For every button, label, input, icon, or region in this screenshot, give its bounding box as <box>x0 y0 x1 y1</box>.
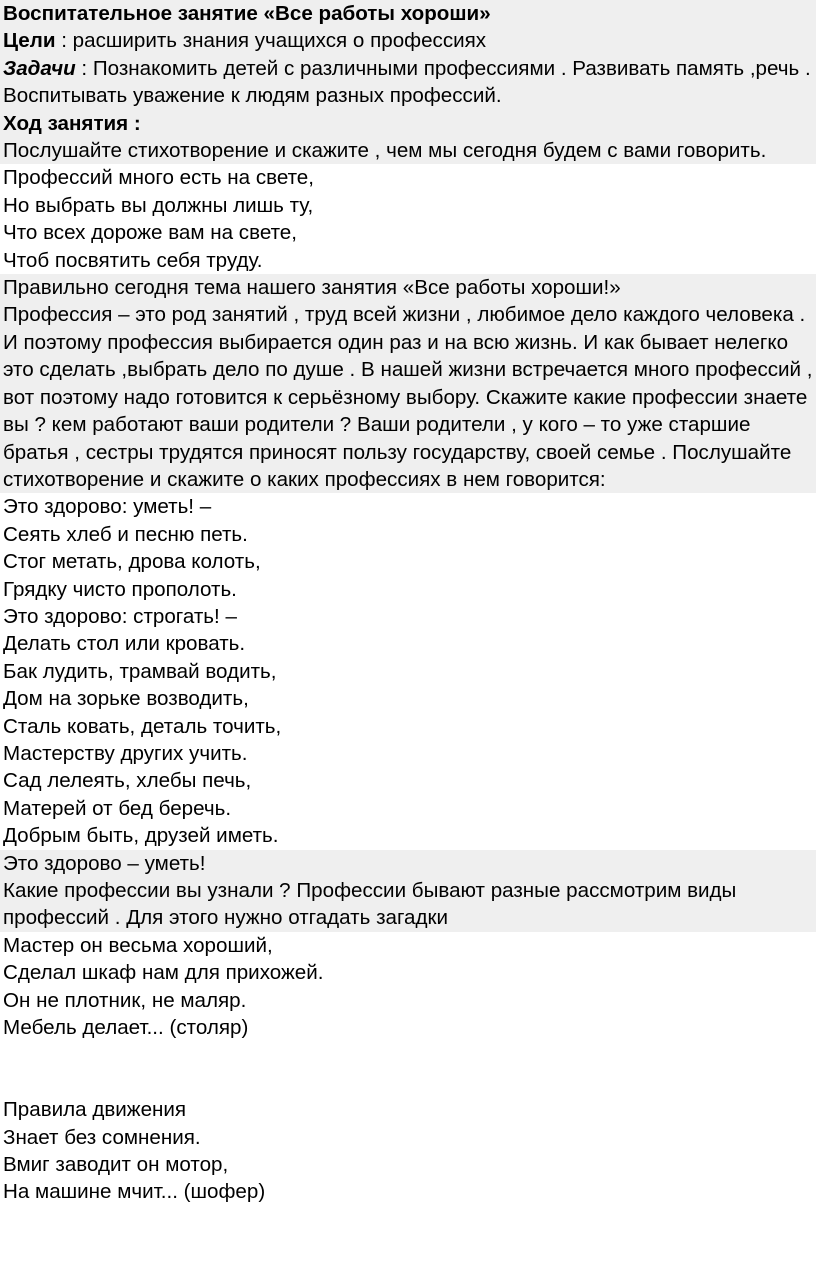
poem2-line: Сад лелеять, хлебы печь, <box>3 769 252 793</box>
page-title: Воспитательное занятие «Все работы хороши» <box>3 2 491 25</box>
riddle1-section <box>0 932 816 1042</box>
riddle1-line: Он не плотник, не маляр. <box>3 988 247 1012</box>
goals-text: : расширить знания учащихся о профессиях <box>55 29 487 53</box>
poem2-line: Это здорово: уметь! – <box>3 495 212 519</box>
tasks-text: : Познакомить детей с различными профессиями . Развивать память ,речь . Воспитывать уважение к людям разных профессий. <box>3 56 811 108</box>
poem2-line: Это здорово: строгать! – <box>3 604 237 628</box>
riddle1-line: Мебель делает... (столяр) <box>3 1016 249 1040</box>
poem2-line: Мастерству других учить. <box>3 741 248 765</box>
riddle1-line: Сделал шкаф нам для прихожей. <box>3 961 324 985</box>
goals-label: Цели <box>3 29 56 53</box>
poem2-line: Сталь ковать, деталь точить, <box>3 714 282 738</box>
riddle2-line: Вмиг заводит он мотор, <box>3 1153 229 1177</box>
poem1-line: Профессий много есть на свете, <box>3 166 314 190</box>
topic-line: Правильно сегодня тема нашего занятия «Все работы хороши!» <box>3 276 621 300</box>
riddle2-line: На машине мчит... (шофер) <box>3 1180 266 1204</box>
poem2-line: Матерей от бед беречь. <box>3 796 232 820</box>
poem2-line: Стог метать, дрова колоть, <box>3 550 261 574</box>
poem2-section <box>0 493 816 849</box>
poem1-line: Но выбрать вы должны лишь ту, <box>3 193 314 217</box>
question-section <box>0 850 816 932</box>
poem2-line: Грядку чисто прополоть. <box>3 577 237 601</box>
poem2-line: Бак лудить, трамвай водить, <box>3 659 277 683</box>
riddle2-line: Правила движения <box>3 1098 187 1122</box>
poem1-line: Чтоб посвятить себя труду. <box>3 248 263 272</box>
riddle2-section <box>0 1096 816 1206</box>
poem2-line: Сеять хлеб и песню петь. <box>3 522 248 546</box>
course-heading: Ход занятия : <box>3 111 141 135</box>
riddle2-line: Знает без сомнения. <box>3 1125 201 1149</box>
question-paragraph: Какие профессии вы узнали ? Профессии бывают разные рассмотрим виды профессий . Для этого нужно отгадать загадки <box>3 879 737 930</box>
intro-paragraph: Послушайте стихотворение и скажите , чем мы сегодня будем с вами говорить. <box>3 139 767 163</box>
main-section <box>0 274 816 493</box>
poem1-section <box>0 164 816 274</box>
poem2-end-line: Это здорово – уметь! <box>3 851 206 875</box>
goals-line <box>3 27 816 54</box>
poem2-line: Добрым быть, друзей иметь. <box>3 824 279 848</box>
poem2-line: Делать стол или кровать. <box>3 632 246 656</box>
poem2-line: Дом на зорьке возводить, <box>3 687 249 711</box>
main-paragraph: Профессия – это род занятий , труд всей жизни , любимое дело каждого человека . И поэтому профессия выбирается один раз и на всю жизнь. И как бывает нелегко это сделать ,выбрать дело по душе . В нашей жизни встречается много профессий , вот поэтому надо готовится к серьёзному выбору. Скажите какие профессии знаете вы ? кем работают ваши родители ? Ваши родители , у кого – то уже старшие братья , сестры трудятся приносят пользу государству, своей семье . Послушайте стихотворение и скажите о каких профессиях в нем говорится: <box>3 303 813 491</box>
riddle1-line: Мастер он весьма хороший, <box>3 933 273 957</box>
tasks-label: Задачи <box>3 56 76 80</box>
blank-space <box>0 1041 816 1096</box>
poem1-line: Что всех дороже вам на свете, <box>3 221 297 245</box>
header-section <box>0 0 816 164</box>
tasks-paragraph <box>3 55 816 110</box>
